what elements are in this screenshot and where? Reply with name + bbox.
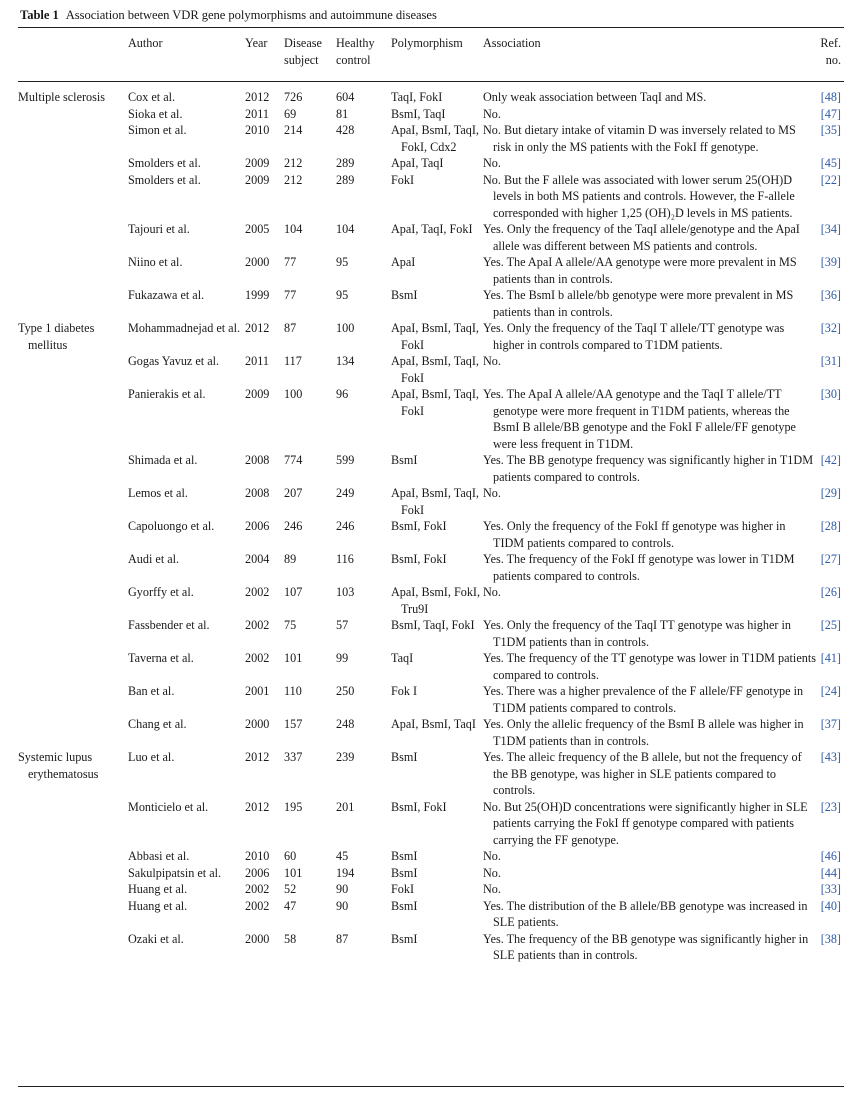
disease-subject-cell: 77 bbox=[284, 288, 297, 302]
association-cell: Yes. The BB genotype frequency was significantly higher in T1DM patients compared to controls. bbox=[483, 453, 814, 484]
healthy-control-cell: 103 bbox=[336, 585, 355, 599]
ref-cell: [39] bbox=[820, 255, 841, 269]
disease-cell bbox=[18, 353, 128, 386]
disease-subject-cell: 47 bbox=[284, 898, 297, 913]
polymorphism-cell: BsmI bbox=[391, 898, 418, 913]
author-cell: Smolders et al. bbox=[128, 156, 201, 170]
association-cell: No. But 25(OH)D concentrations were significantly higher in SLE patients carrying the FokI ff genotype compared with patients carrying the FF genotype. bbox=[483, 799, 808, 847]
author-cell: Lemos et al. bbox=[128, 486, 188, 500]
table-row bbox=[18, 898, 844, 931]
ref-cell: [38] bbox=[820, 931, 841, 946]
polymorphism-cell: BsmI bbox=[391, 931, 418, 946]
disease-cell bbox=[18, 386, 128, 452]
disease-subject-cell: 117 bbox=[284, 354, 302, 368]
author-cell: Panierakis et al. bbox=[128, 387, 206, 401]
disease-subject-cell: 246 bbox=[284, 519, 303, 533]
polymorphism-cell: ApaI, TaqI, FokI bbox=[391, 222, 473, 236]
disease-subject-cell: 212 bbox=[284, 172, 303, 187]
polymorphism-cell: BsmI bbox=[391, 453, 418, 467]
disease-cell bbox=[18, 617, 128, 650]
table-row bbox=[18, 931, 844, 964]
disease-subject-cell: 87 bbox=[284, 321, 297, 335]
disease-cell: Type 1 diabetes mellitus bbox=[18, 321, 95, 352]
association-cell: Yes. Only the frequency of the TaqI allele/genotype and the ApaI allele was different between MS patients and controls. bbox=[483, 222, 800, 253]
association-cell: Yes. The frequency of the TT genotype was lower in T1DM patients compared to controls. bbox=[483, 651, 816, 682]
header-author: Author bbox=[128, 36, 163, 50]
association-cell: No. bbox=[483, 354, 501, 368]
association-cell: No. But the F allele was associated with lower serum 25(OH)D levels in both MS patients and controls. However, the F-allele corresponded with higher 1,25 (OH)₂D levels in MS patients. bbox=[483, 172, 795, 220]
year-cell: 2002 bbox=[245, 882, 270, 896]
author-cell: Sioka et al. bbox=[128, 106, 183, 121]
disease-cell bbox=[18, 452, 128, 485]
polymorphism-cell: ApaI, BsmI, TaqI, FokI bbox=[391, 486, 479, 517]
table-row bbox=[18, 848, 844, 865]
polymorphism-cell: BsmI, FokI bbox=[391, 799, 447, 814]
disease-subject-cell: 774 bbox=[284, 453, 303, 467]
ref-cell: [27] bbox=[820, 552, 841, 566]
table-row bbox=[18, 716, 844, 749]
disease-cell bbox=[18, 485, 128, 518]
year-cell: 2009 bbox=[245, 172, 270, 187]
year-cell: 2009 bbox=[245, 387, 270, 401]
polymorphism-cell: ApaI, BsmI, TaqI, FokI, Cdx2 bbox=[391, 123, 479, 154]
spacer-cell bbox=[18, 81, 844, 89]
polymorphism-cell: ApaI, BsmI, TaqI bbox=[391, 717, 476, 731]
author-cell: Taverna et al. bbox=[128, 651, 194, 665]
ref-cell: [24] bbox=[820, 684, 841, 698]
ref-cell: [44] bbox=[820, 865, 841, 880]
year-cell: 2006 bbox=[245, 519, 270, 533]
table-row bbox=[18, 287, 844, 320]
disease-cell bbox=[18, 106, 128, 123]
table-row bbox=[18, 881, 844, 898]
disease-cell bbox=[18, 287, 128, 320]
year-cell: 2010 bbox=[245, 849, 270, 863]
association-cell: No. But dietary intake of vitamin D was inversely related to MS risk in only the MS patients with the FokI ff genotype. bbox=[483, 123, 796, 154]
year-cell: 2005 bbox=[245, 222, 270, 236]
healthy-control-cell: 87 bbox=[336, 931, 349, 946]
healthy-control-cell: 95 bbox=[336, 255, 349, 269]
ref-cell: [30] bbox=[820, 387, 841, 401]
disease-subject-cell: 726 bbox=[284, 90, 303, 104]
disease-cell bbox=[18, 881, 128, 898]
polymorphism-cell: FokI bbox=[391, 172, 415, 187]
ref-cell: [40] bbox=[820, 898, 841, 913]
healthy-control-cell: 96 bbox=[336, 387, 349, 401]
healthy-control-cell: 100 bbox=[336, 321, 355, 335]
top-rule bbox=[18, 27, 844, 28]
spacer-row bbox=[18, 81, 844, 89]
ref-cell: [25] bbox=[820, 618, 841, 632]
association-cell: No. bbox=[483, 849, 501, 863]
polymorphism-cell: ApaI, TaqI bbox=[391, 156, 444, 170]
healthy-control-cell: 246 bbox=[336, 519, 355, 533]
disease-cell bbox=[18, 155, 128, 172]
association-cell: Yes. The ApaI A allele/AA genotype and the TaqI T allele/TT genotype were more frequent in T1DM patients, whereas the BsmI B allele/BB genotype and the FokI F allele/FF genotype were less frequent in T1DM. bbox=[483, 387, 796, 451]
table-row bbox=[18, 683, 844, 716]
association-cell: Yes. The frequency of the FokI ff genotype was lower in T1DM patients compared to controls. bbox=[483, 552, 795, 583]
disease-cell bbox=[18, 254, 128, 287]
table-row bbox=[18, 551, 844, 584]
healthy-control-cell: 239 bbox=[336, 750, 355, 764]
author-cell: Smolders et al. bbox=[128, 172, 201, 187]
header-disease bbox=[18, 35, 128, 81]
ref-cell: [31] bbox=[820, 354, 841, 368]
association-cell: Yes. Only the frequency of the TaqI T allele/TT genotype was higher in controls compared to T1DM patients. bbox=[483, 321, 785, 352]
table-row bbox=[18, 353, 844, 386]
ref-cell: [42] bbox=[820, 453, 841, 467]
association-cell: Yes. Only the frequency of the FokI ff genotype was higher in TIDM patients compared to controls. bbox=[483, 519, 786, 550]
association-cell: No. bbox=[483, 106, 501, 121]
ref-cell: [29] bbox=[820, 486, 841, 500]
bottom-rule bbox=[18, 1086, 844, 1087]
year-cell: 2012 bbox=[245, 799, 270, 814]
author-cell: Mohammadnejad et al. bbox=[128, 321, 241, 335]
disease-subject-cell: 101 bbox=[284, 865, 303, 880]
polymorphism-cell: BsmI bbox=[391, 849, 418, 863]
healthy-control-cell: 90 bbox=[336, 882, 349, 896]
author-cell: Sakulpipatsin et al. bbox=[128, 865, 222, 880]
disease-cell: Multiple sclerosis bbox=[18, 90, 105, 104]
disease-subject-cell: 107 bbox=[284, 585, 303, 599]
polymorphism-cell: BsmI bbox=[391, 288, 418, 302]
healthy-control-cell: 104 bbox=[336, 222, 355, 236]
association-cell: Yes. Only the frequency of the TaqI TT genotype was higher in T1DM patients than in controls. bbox=[483, 618, 791, 649]
association-cell: No. bbox=[483, 486, 501, 500]
polymorphism-cell: ApaI, BsmI, TaqI, FokI bbox=[391, 354, 479, 385]
healthy-control-cell: 428 bbox=[336, 123, 355, 137]
ref-cell: [26] bbox=[820, 585, 841, 599]
year-cell: 2002 bbox=[245, 651, 270, 665]
author-cell: Chang et al. bbox=[128, 717, 187, 731]
table-row bbox=[18, 617, 844, 650]
author-cell: Gogas Yavuz et al. bbox=[128, 354, 220, 368]
polymorphism-cell: ApaI bbox=[391, 255, 416, 269]
association-cell: Yes. Only the allelic frequency of the BsmI B allele was higher in T1DM patients than in controls. bbox=[483, 717, 804, 748]
polymorphism-cell: BsmI bbox=[391, 865, 418, 880]
year-cell: 2004 bbox=[245, 552, 270, 566]
association-cell: Yes. The distribution of the B allele/BB genotype was increased in SLE patients. bbox=[483, 898, 808, 929]
year-cell: 1999 bbox=[245, 288, 270, 302]
table-row bbox=[18, 106, 844, 123]
table-row bbox=[18, 749, 844, 799]
author-cell: Huang et al. bbox=[128, 898, 188, 913]
disease-subject-cell: 52 bbox=[284, 882, 297, 896]
disease-cell bbox=[18, 650, 128, 683]
ref-cell: [43] bbox=[820, 750, 841, 764]
table-row bbox=[18, 386, 844, 452]
author-cell: Abbasi et al. bbox=[128, 849, 190, 863]
disease-cell bbox=[18, 518, 128, 551]
table-row bbox=[18, 799, 844, 849]
disease-cell: Systemic lupus erythematosus bbox=[18, 750, 99, 781]
author-cell: Capoluongo et al. bbox=[128, 519, 215, 533]
ref-cell: [35] bbox=[820, 123, 841, 137]
author-cell: Tajouri et al. bbox=[128, 222, 190, 236]
table-row bbox=[18, 865, 844, 882]
polymorphism-cell: BsmI, TaqI, FokI bbox=[391, 618, 475, 632]
disease-subject-cell: 69 bbox=[284, 106, 297, 121]
ref-cell: [41] bbox=[820, 651, 841, 665]
disease-cell bbox=[18, 799, 128, 849]
ref-cell: [45] bbox=[820, 156, 841, 170]
healthy-control-cell: 95 bbox=[336, 288, 349, 302]
author-cell: Simon et al. bbox=[128, 123, 187, 137]
ref-cell: [33] bbox=[820, 882, 841, 896]
disease-subject-cell: 337 bbox=[284, 750, 303, 764]
table-row bbox=[18, 155, 844, 172]
ref-cell: [32] bbox=[820, 321, 841, 335]
author-cell: Ban et al. bbox=[128, 684, 175, 698]
disease-subject-cell: 77 bbox=[284, 255, 297, 269]
header-row bbox=[18, 35, 844, 81]
ref-cell: [23] bbox=[820, 799, 841, 814]
disease-subject-cell: 60 bbox=[284, 849, 297, 863]
healthy-control-cell: 90 bbox=[336, 898, 349, 913]
year-cell: 2009 bbox=[245, 156, 270, 170]
association-cell: Yes. The BsmI b allele/bb genotype were more prevalent in MS patients than in controls. bbox=[483, 288, 794, 319]
disease-subject-cell: 157 bbox=[284, 717, 303, 731]
disease-subject-cell: 104 bbox=[284, 222, 303, 236]
healthy-control-cell: 194 bbox=[336, 865, 355, 880]
table-caption bbox=[20, 8, 437, 23]
ref-cell: [37] bbox=[820, 717, 841, 731]
year-cell: 2012 bbox=[245, 90, 270, 104]
disease-subject-cell: 195 bbox=[284, 799, 303, 814]
disease-subject-cell: 212 bbox=[284, 156, 303, 170]
author-cell: Fukazawa et al. bbox=[128, 288, 205, 302]
ref-cell: [22] bbox=[820, 172, 841, 187]
healthy-control-cell: 289 bbox=[336, 172, 355, 187]
table-row bbox=[18, 172, 844, 222]
ref-cell: [34] bbox=[820, 222, 841, 236]
author-cell: Luo et al. bbox=[128, 750, 175, 764]
association-cell: No. bbox=[483, 865, 501, 880]
year-cell: 2010 bbox=[245, 123, 270, 137]
polymorphism-cell: ApaI, BsmI, FokI, Tru9I bbox=[391, 585, 481, 616]
year-cell: 2011 bbox=[245, 354, 269, 368]
author-cell: Niino et al. bbox=[128, 255, 183, 269]
disease-cell bbox=[18, 551, 128, 584]
healthy-control-cell: 45 bbox=[336, 849, 349, 863]
association-cell: Only weak association between TaqI and MS. bbox=[483, 90, 707, 104]
disease-subject-cell: 207 bbox=[284, 486, 303, 500]
author-cell: Monticielo et al. bbox=[128, 799, 209, 814]
year-cell: 2002 bbox=[245, 618, 270, 632]
year-cell: 2008 bbox=[245, 486, 270, 500]
polymorphism-cell: TaqI bbox=[391, 651, 414, 665]
table-header bbox=[18, 35, 844, 81]
ref-cell: [46] bbox=[820, 849, 841, 863]
vdr-association-table bbox=[18, 35, 844, 964]
header-ref-no: Ref. no. bbox=[820, 36, 841, 67]
healthy-control-cell: 201 bbox=[336, 799, 355, 814]
ref-cell: [36] bbox=[820, 288, 841, 302]
year-cell: 2008 bbox=[245, 453, 270, 467]
healthy-control-cell: 289 bbox=[336, 156, 355, 170]
disease-subject-cell: 214 bbox=[284, 123, 303, 137]
polymorphism-cell: ApaI, BsmI, TaqI, FokI bbox=[391, 321, 479, 352]
healthy-control-cell: 57 bbox=[336, 618, 349, 632]
disease-cell bbox=[18, 122, 128, 155]
table-body bbox=[18, 81, 844, 964]
polymorphism-cell: Fok I bbox=[391, 684, 418, 698]
author-cell: Fassbender et al. bbox=[128, 618, 210, 632]
disease-cell bbox=[18, 172, 128, 222]
disease-cell bbox=[18, 584, 128, 617]
table-row bbox=[18, 452, 844, 485]
polymorphism-cell: BsmI, FokI bbox=[391, 519, 447, 533]
association-cell: No. bbox=[483, 585, 501, 599]
year-cell: 2012 bbox=[245, 750, 270, 764]
table-row bbox=[18, 320, 844, 353]
year-cell: 2000 bbox=[245, 255, 270, 269]
header-disease-subject: Disease subject bbox=[284, 36, 322, 67]
table-row bbox=[18, 89, 844, 106]
table-row bbox=[18, 584, 844, 617]
header-healthy-control: Healthy control bbox=[336, 36, 375, 67]
table-label: Table 1 bbox=[20, 8, 59, 22]
author-cell: Huang et al. bbox=[128, 882, 188, 896]
ref-cell: [47] bbox=[820, 106, 841, 121]
year-cell: 2012 bbox=[245, 321, 270, 335]
disease-cell bbox=[18, 716, 128, 749]
year-cell: 2000 bbox=[245, 931, 270, 946]
year-cell: 2002 bbox=[245, 898, 270, 913]
year-cell: 2002 bbox=[245, 585, 270, 599]
disease-subject-cell: 58 bbox=[284, 931, 297, 946]
healthy-control-cell: 599 bbox=[336, 453, 355, 467]
table-row bbox=[18, 650, 844, 683]
header-polymorphism: Polymorphism bbox=[391, 36, 463, 50]
disease-cell bbox=[18, 221, 128, 254]
author-cell: Audi et al. bbox=[128, 552, 180, 566]
association-cell: Yes. There was a higher prevalence of the F allele/FF genotype in T1DM patients compared to controls. bbox=[483, 684, 804, 715]
disease-subject-cell: 89 bbox=[284, 552, 297, 566]
polymorphism-cell: FokI bbox=[391, 882, 415, 896]
healthy-control-cell: 134 bbox=[336, 354, 355, 368]
disease-subject-cell: 101 bbox=[284, 651, 303, 665]
healthy-control-cell: 604 bbox=[336, 90, 355, 104]
disease-cell bbox=[18, 683, 128, 716]
association-cell: No. bbox=[483, 156, 501, 170]
disease-subject-cell: 100 bbox=[284, 387, 303, 401]
table-row bbox=[18, 518, 844, 551]
healthy-control-cell: 249 bbox=[336, 486, 355, 500]
header-association: Association bbox=[483, 36, 541, 50]
polymorphism-cell: BsmI bbox=[391, 750, 418, 764]
ref-cell: [28] bbox=[820, 519, 841, 533]
table-row bbox=[18, 485, 844, 518]
disease-cell bbox=[18, 848, 128, 865]
table-row bbox=[18, 221, 844, 254]
table-row bbox=[18, 122, 844, 155]
author-cell: Gyorffy et al. bbox=[128, 585, 194, 599]
ref-cell: [48] bbox=[820, 90, 841, 104]
year-cell: 2006 bbox=[245, 865, 270, 880]
author-cell: Ozaki et al. bbox=[128, 931, 184, 946]
polymorphism-cell: BsmI, FokI bbox=[391, 552, 447, 566]
table-title: Association between VDR gene polymorphisms and autoimmune diseases bbox=[65, 8, 437, 22]
author-cell: Shimada et al. bbox=[128, 453, 198, 467]
polymorphism-cell: BsmI, TaqI bbox=[391, 106, 446, 121]
polymorphism-cell: TaqI, FokI bbox=[391, 90, 443, 104]
healthy-control-cell: 116 bbox=[336, 552, 354, 566]
association-cell: No. bbox=[483, 882, 501, 896]
disease-cell bbox=[18, 865, 128, 882]
polymorphism-cell: ApaI, BsmI, TaqI, FokI bbox=[391, 387, 479, 418]
author-cell: Cox et al. bbox=[128, 90, 176, 104]
table-row bbox=[18, 254, 844, 287]
year-cell: 2011 bbox=[245, 106, 269, 121]
healthy-control-cell: 99 bbox=[336, 651, 349, 665]
healthy-control-cell: 250 bbox=[336, 684, 355, 698]
association-cell: Yes. The ApaI A allele/AA genotype were more prevalent in MS patients than in controls. bbox=[483, 255, 797, 286]
disease-subject-cell: 110 bbox=[284, 684, 302, 698]
healthy-control-cell: 81 bbox=[336, 106, 349, 121]
year-cell: 2000 bbox=[245, 717, 270, 731]
association-cell: Yes. The frequency of the BB genotype was significantly higher in SLE patients than in controls. bbox=[483, 931, 809, 962]
disease-subject-cell: 75 bbox=[284, 618, 297, 632]
header-year: Year bbox=[245, 36, 268, 50]
healthy-control-cell: 248 bbox=[336, 717, 355, 731]
association-cell: Yes. The alleic frequency of the B allele, but not the frequency of the BB genotype, was higher in SLE patients compared to controls. bbox=[483, 750, 802, 797]
year-cell: 2001 bbox=[245, 684, 270, 698]
disease-cell bbox=[18, 898, 128, 931]
disease-cell bbox=[18, 931, 128, 964]
